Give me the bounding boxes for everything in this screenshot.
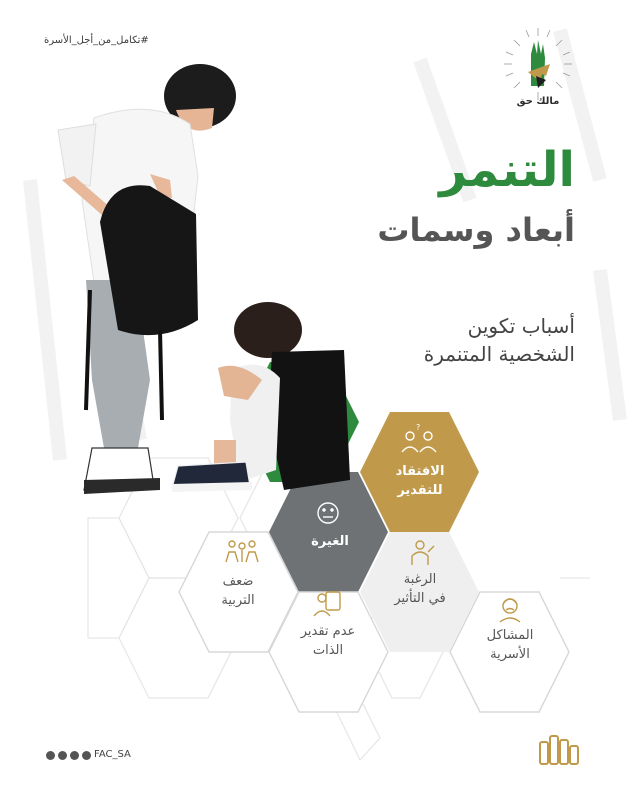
bullying-illustration: [0, 55, 360, 510]
hex-label-low-self-esteem: [280, 622, 376, 660]
hex-label-weak-upbringing: [190, 572, 286, 610]
youtube-icon[interactable]: [82, 751, 91, 760]
social-icons: [46, 751, 91, 760]
hex-label-line2: الذات: [312, 643, 344, 658]
hex-label-desire-to-influence: [372, 570, 468, 608]
hashtag: #تكامل_من_أجل_الأسرة: [44, 35, 149, 46]
hex-label-line1: ضعف: [222, 574, 254, 589]
hex-label-family-problems: [462, 626, 558, 664]
logo-text: مالك حق: [516, 96, 560, 107]
hex-label-line1: المشاكل: [486, 628, 534, 643]
facebook-icon[interactable]: [70, 751, 79, 760]
hex-label-line1: الرغبة: [403, 572, 437, 587]
causes-heading-line2: الشخصية المتنمرة: [423, 342, 575, 366]
hex-label-lack-of-appreciation: [372, 462, 468, 500]
standing-boy: [58, 64, 236, 494]
page-subtitle: أبعاد وسمات: [377, 211, 575, 249]
hex-label-line2: للتقدير: [397, 483, 443, 498]
hex-label-line2: التربية: [221, 593, 255, 608]
instagram-icon[interactable]: [58, 751, 67, 760]
page-title: التنمر: [439, 142, 575, 198]
hex-label-line1: الافتقاد: [395, 464, 445, 479]
hex-label-line1: الغيرة: [311, 534, 349, 549]
family-council-logo: [538, 732, 582, 772]
svg-text:?: ?: [416, 423, 421, 432]
hex-label-line1: عدم تقدير: [300, 624, 356, 639]
sitting-boy: [172, 302, 350, 492]
hex-label-line2: الأسرية: [490, 647, 530, 662]
hex-label-jealousy: [282, 532, 378, 551]
hex-label-line2: في التأثير: [394, 591, 446, 606]
twitter-icon[interactable]: [46, 751, 55, 760]
causes-heading-line1: أسباب تكوين: [467, 314, 575, 338]
social-handle: FAC_SA: [94, 749, 131, 760]
